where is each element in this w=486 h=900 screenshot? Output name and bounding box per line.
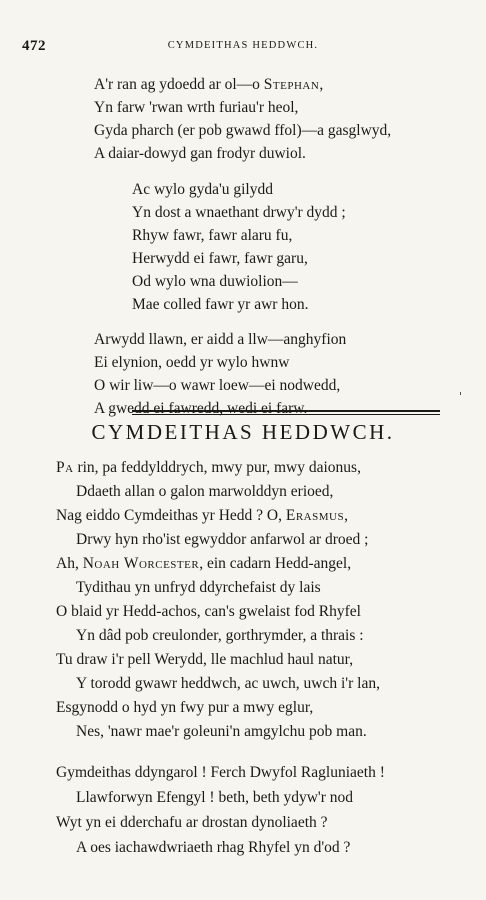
verse-line: Ah, Noah Worcester, ein cadarn Hedd-angel, xyxy=(56,555,352,572)
verse-line: Rhyw fawr, fawr alaru fu, xyxy=(132,227,293,244)
verse-line: Nes, 'nawr mae'r goleuni'n amgylchu pob man. xyxy=(76,723,367,740)
section-divider-thick xyxy=(132,410,440,412)
verse-line: O wir liw—o wawr loew—ei nodwedd, xyxy=(94,377,341,394)
verse-line: Yn farw 'rwan wrth furiau'r heol, xyxy=(94,99,299,116)
verse-line: A'r ran ag ydoedd ar ol—o Stephan, xyxy=(94,76,324,93)
verse-line: A oes iachawdwriaeth rhag Rhyfel yn d'od ? xyxy=(76,839,351,856)
page-header xyxy=(22,38,464,58)
name-erasmus: Erasmus xyxy=(285,507,345,524)
verse-line: Herwydd ei fawr, fawr garu, xyxy=(132,250,308,267)
section-divider-thin xyxy=(132,414,440,415)
verse-line: A gwedd ei fawredd, wedi ei farw. xyxy=(94,400,308,417)
verse-line: Yn dost a wnaethant drwy'r dydd ; xyxy=(132,204,346,221)
name-noah-worcester: Noah Worcester xyxy=(82,555,200,572)
verse-line: Ddaeth allan o galon marwolddyn erioed, xyxy=(76,483,334,500)
verse-line: Arwydd llawn, er aidd a llw—anghyfion xyxy=(94,331,347,348)
verse-line: Esgynodd o hyd yn fwy pur a mwy eglur, xyxy=(56,699,314,716)
verse-line: A daiar-dowyd gan frodyr duwiol. xyxy=(94,145,306,162)
verse-line: Tu draw i'r pell Werydd, lle machlud haul natur, xyxy=(56,651,354,668)
verse-line: Od wylo wna duwiolion— xyxy=(132,273,298,290)
section-title: CYMDEITHAS HEDDWCH. xyxy=(91,420,395,444)
verse-line: Drwy hyn rho'ist egwyddor anfarwol ar droed ; xyxy=(76,531,369,548)
verse-line: Gymdeithas ddyngarol ! Ferch Dwyfol Ragluniaeth ! xyxy=(56,764,385,781)
running-title: CYMDEITHAS HEDDWCH. xyxy=(167,40,319,51)
verse-line: Ac wylo gyda'u gilydd xyxy=(132,181,273,198)
verse-line: Pa rin, pa feddylddrych, mwy pur, mwy daionus, xyxy=(56,459,361,476)
verse-line: Ei elynion, oedd yr wylo hwnw xyxy=(94,354,290,371)
verse-line: Tydithau yn unfryd ddyrchefaist dy lais xyxy=(76,579,321,596)
verse-line: Llawforwyn Efengyl ! beth, beth ydyw'r nod xyxy=(76,789,353,806)
verse-line: Yn dâd pob creulonder, gorthrymder, a thrais : xyxy=(76,627,364,644)
verse-line: Gyda pharch (er pob gwawd ffol)—a gasglwyd, xyxy=(94,122,392,139)
verse-line: Nag eiddo Cymdeithas yr Hedd ? O, Erasmus, xyxy=(56,507,348,524)
verse-line: Mae colled fawr yr awr hon. xyxy=(132,296,309,313)
page-number: 472 xyxy=(22,38,46,54)
ink-mark xyxy=(460,392,461,395)
verse-line: Y torodd gwawr heddwch, ac uwch, uwch i'r lan, xyxy=(76,675,380,692)
name-stephan: Stephan xyxy=(263,76,320,93)
verse-line: Wyt yn ei dderchafu ar drostan dynoliaeth ? xyxy=(56,814,328,831)
verse-line: O blaid yr Hedd-achos, can's gwelaist fod Rhyfel xyxy=(56,603,361,620)
